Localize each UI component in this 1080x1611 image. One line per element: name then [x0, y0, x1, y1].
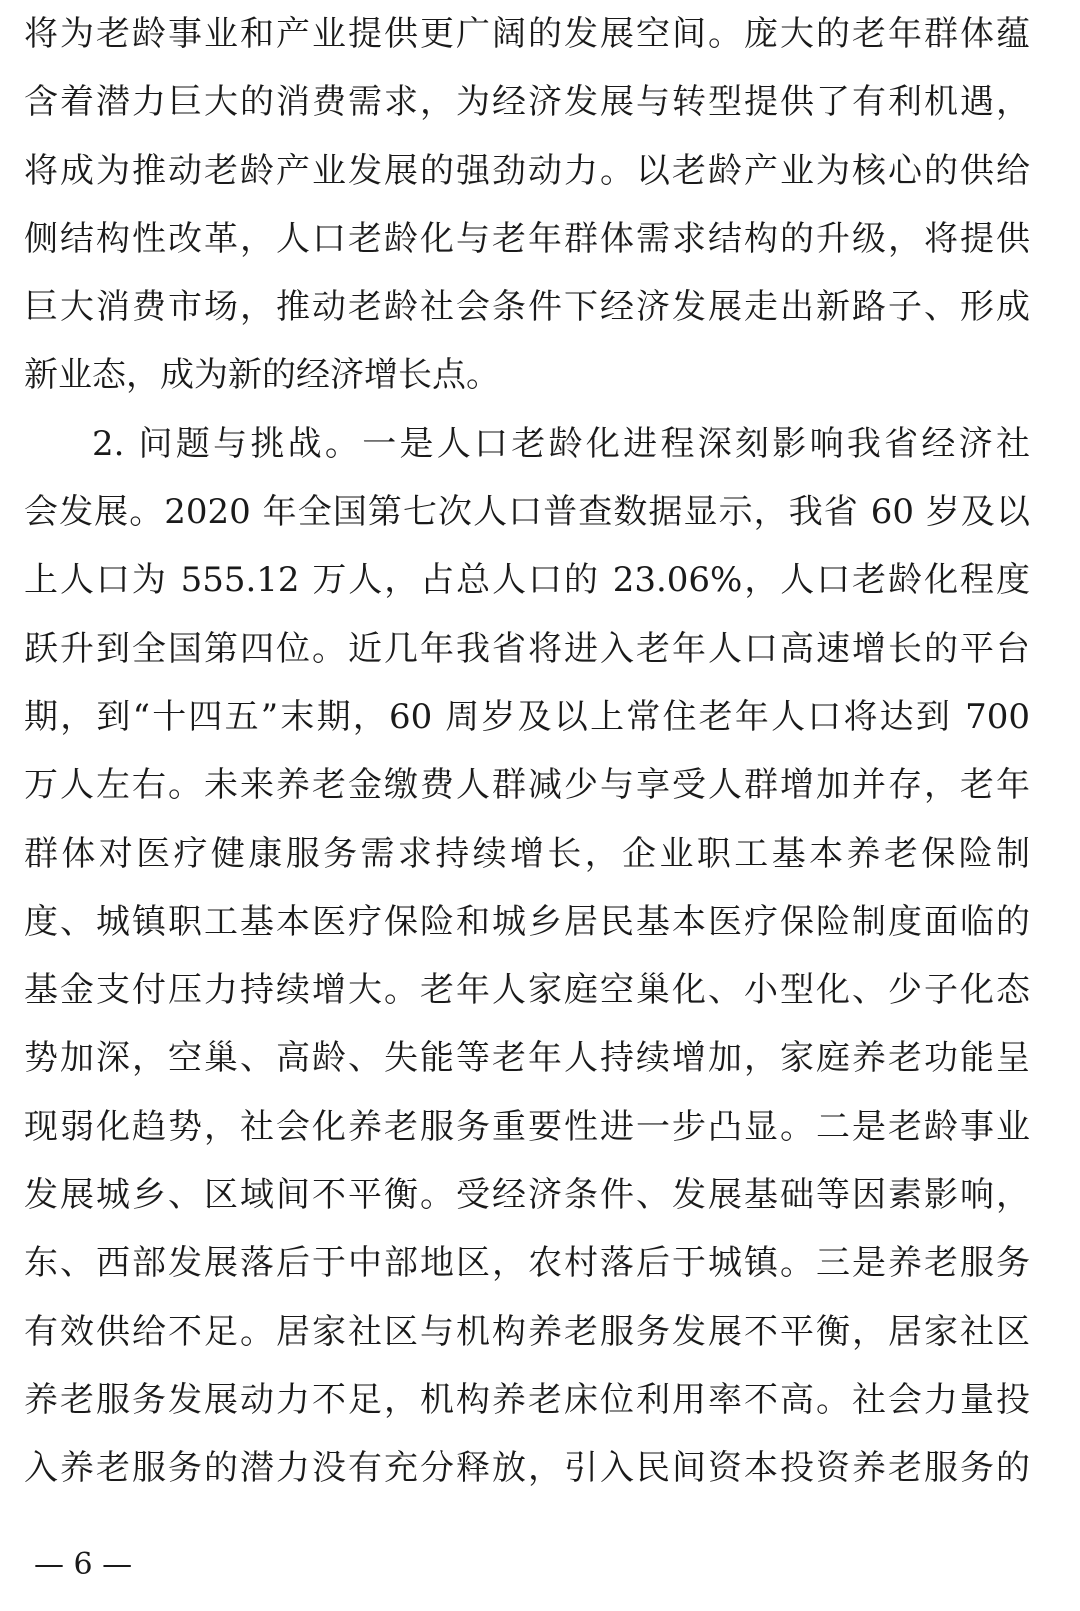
text-line: 将为老龄事业和产业提供更广阔的发展空间。庞大的老年群体蕴: [24, 14, 1030, 54]
text-line: 现弱化趋势，社会化养老服务重要性进一步凸显。二是老龄事业: [24, 1106, 1030, 1147]
text-line: 养老服务发展动力不足，机构养老床位利用率不高。社会力量投: [24, 1379, 1030, 1420]
text-line: 势加深，空巢、高龄、失能等老年人持续增加，家庭养老功能呈: [24, 1038, 1030, 1079]
text-line: 期，到“十四五”末期，60 周岁及以上常住老年人口将达到 700: [24, 696, 1030, 737]
text-line: 万人左右。未来养老金缴费人群减少与享受人群增加并存，老年: [24, 765, 1030, 806]
text-line: 基金支付压力持续增大。老年人家庭空巢化、小型化、少子化态: [24, 970, 1030, 1011]
text-line: 含着潜力巨大的消费需求，为经济发展与转型提供了有利机遇，: [24, 82, 1030, 123]
body-text: [24, 0, 1030, 1503]
text-line: 度、城镇职工基本医疗保险和城乡居民基本医疗保险制度面临的: [24, 901, 1030, 942]
text-line: 巨大消费市场，推动老龄社会条件下经济发展走出新路子、形成: [24, 287, 1030, 328]
text-line: 发展城乡、区域间不平衡。受经济条件、发展基础等因素影响，: [24, 1175, 1030, 1216]
text-line: 群体对医疗健康服务需求持续增长，企业职工基本养老保险制: [24, 833, 1030, 874]
text-line: 跃升到全国第四位。近几年我省将进入老年人口高速增长的平台: [24, 628, 1030, 669]
text-line: 侧结构性改革，人口老龄化与老年群体需求结构的升级，将提供: [24, 218, 1030, 259]
text-line: 有效供给不足。居家社区与机构养老服务发展不平衡，居家社区: [24, 1311, 1030, 1352]
text-line: 会发展。2020 年全国第七次人口普查数据显示，我省 60 岁及以: [24, 492, 1030, 533]
section-heading-line: 2. 问题与挑战。一是人口老龄化进程深刻影响我省经济社: [92, 423, 1030, 464]
text-line: 入养老服务的潜力没有充分释放，引入民间资本投资养老服务的: [24, 1448, 1030, 1489]
text-line: 将成为推动老龄产业发展的强劲动力。以老龄产业为核心的供给: [24, 150, 1030, 191]
page-number: — 6 —: [34, 1547, 133, 1582]
text-line: 东、西部发展落后于中部地区，农村落后于城镇。三是养老服务: [24, 1243, 1030, 1284]
text-line: 新业态，成为新的经济增长点。: [24, 355, 500, 396]
text-line: 上人口为 555.12 万人，占总人口的 23.06%，人口老龄化程度: [24, 560, 1030, 601]
